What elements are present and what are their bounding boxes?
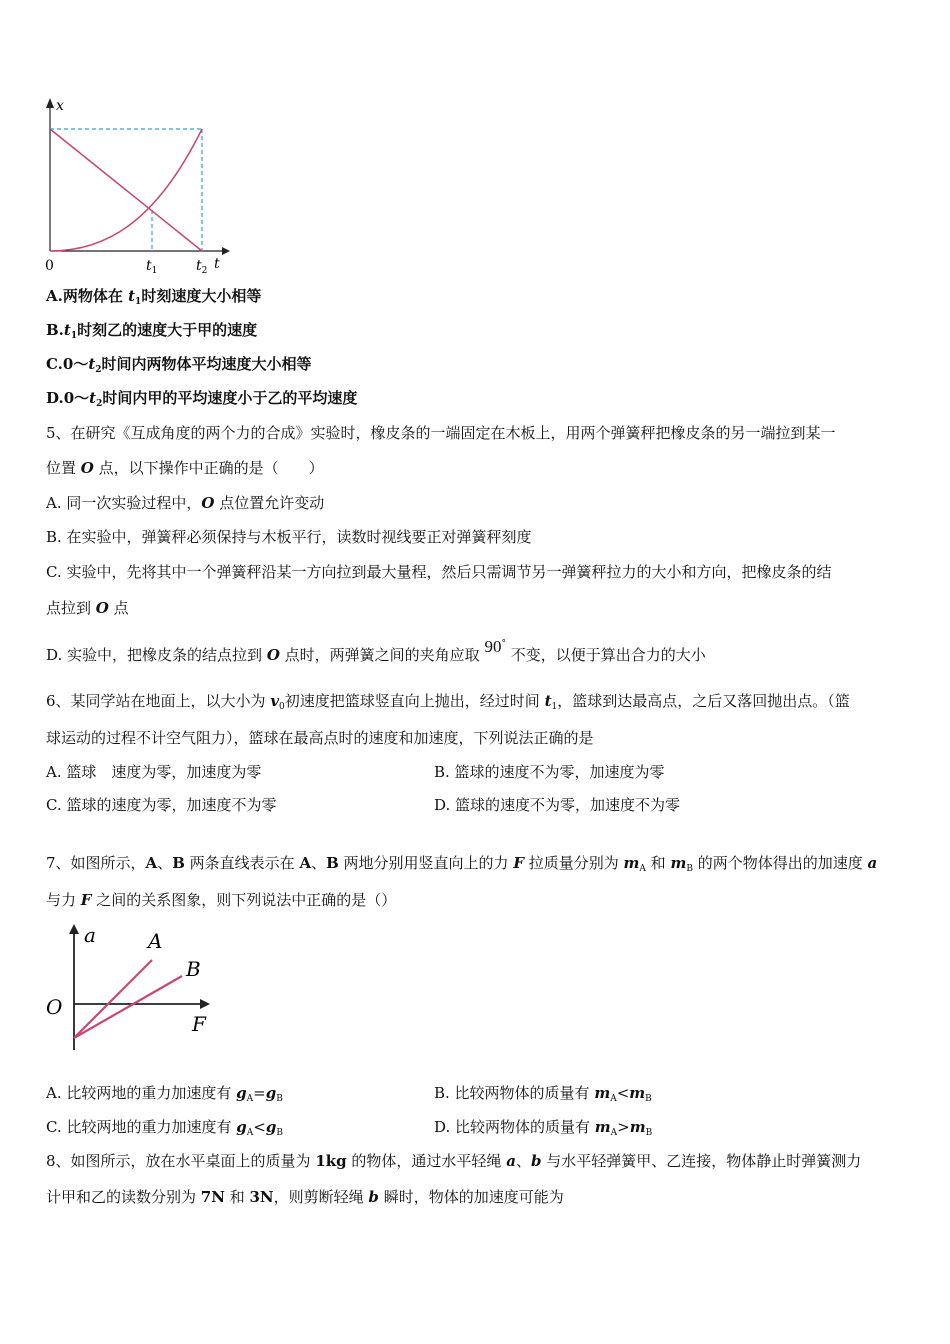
aF-graph: [40, 920, 230, 1060]
line-jia: [50, 129, 202, 251]
q4-option-b: $B.t_1$时刻乙的速度大于甲的速度: [46, 321, 258, 341]
a-axis-label: a: [84, 923, 96, 947]
q7-option-b: B. 比较两物体的质量有 $m_A<m_B$: [434, 1084, 652, 1104]
q5-stem-line1: 5、在研究《互成角度的两个力的合成》实验时，橡皮条的一端固定在木板上，用两个弹簧秤把橡皮条的另一端拉到某一: [46, 424, 836, 442]
origin-label: 0: [45, 258, 54, 274]
q5-option-d: D. 实验中，把橡皮条的结点拉到 O 点时，两弹簧之间的夹角应取 90° 不变，以便于算出合力的大小: [46, 637, 706, 664]
F-axis-label: F: [192, 1012, 206, 1036]
q4-option-d: $D.0\sim t_2$时间内甲的平均速度小于乙的平均速度: [46, 389, 358, 409]
q6-option-a: A. 篮球 速度为零，加速度为零: [46, 763, 262, 781]
origin-O-label: O: [46, 995, 63, 1019]
q7-option-a: A. 比较两地的重力加速度有 $g_A=g_B$: [46, 1084, 283, 1104]
q5-option-a: A. 同一次实验过程中，O 点位置允许变动: [46, 494, 325, 512]
q5-option-c-line1: C. 实验中，先将其中一个弹簧秤沿某一方向拉到最大量程，然后只需调节另一弹簧秤拉力的大小和方向，把橡皮条的结: [46, 563, 832, 581]
q8-stem-line1: 8、如图所示，放在水平桌面上的质量为 1kg 的物体，通过水平轻绳 a、b 与水平轻弹簧甲、乙连接，物体静止时弹簧测力: [46, 1152, 862, 1170]
q5-option-c-line2: 点拉到 O 点: [46, 599, 129, 617]
q6-stem-line2: 球运动的过程不计空气阻力），篮球在最高点时的速度和加速度，下列说法正确的是: [46, 729, 594, 747]
q6-option-b: B. 篮球的速度不为零，加速度为零: [434, 763, 665, 781]
line-B-label: B: [186, 957, 201, 981]
t1-label: $t_1$: [146, 258, 158, 276]
q5-option-b: B. 在实验中，弹簧秤必须保持与木板平行，读数时视线要正对弹簧秤刻度: [46, 528, 532, 546]
q7-stem-line1: 7、如图所示，A、B 两条直线表示在 A、B 两地分别用竖直向上的力 F 拉质量分别为 $m_A$ 和 $m_B$ 的两个物体得出的加速度 a: [46, 854, 878, 874]
y-axis-label: x: [56, 98, 64, 114]
t-axis-label: t: [214, 256, 220, 272]
xt-graph: [36, 92, 236, 278]
q7-option-d: D. 比较两物体的质量有 $m_A>m_B$: [434, 1118, 653, 1138]
q5-stem-line2: 位置 O 点，以下操作中正确的是（ ）: [46, 459, 324, 477]
q7-option-c: C. 比较两地的重力加速度有 $g_A<g_B$: [46, 1118, 283, 1138]
q6-option-d: D. 篮球的速度不为零，加速度不为零: [434, 796, 681, 814]
q4-option-c: $C.0\sim t_2$时间内两物体平均速度大小相等: [46, 355, 312, 375]
t2-label: $t_2$: [196, 258, 208, 276]
q4-option-a: A.两物体在 $t_1$时刻速度大小相等: [46, 287, 262, 307]
line-A-label: A: [148, 929, 163, 953]
F-axis-arrow: [200, 999, 210, 1009]
q6-stem-line1: 6、某同学站在地面上，以大小为 $v_0$初速度把篮球竖直向上抛出，经过时间 $t_1$，篮球到达最高点，之后又落回抛出点。（篮: [46, 692, 850, 712]
y-axis-arrow: [46, 98, 54, 108]
a-axis-arrow: [69, 924, 79, 934]
q6-option-c: C. 篮球的速度为零，加速度不为零: [46, 796, 277, 814]
q8-stem-line2: 计甲和乙的读数分别为 7N 和 3N，则剪断轻绳 b 瞬时，物体的加速度可能为: [46, 1188, 564, 1206]
q7-stem-line2: 与力 F 之间的关系图象，则下列说法中正确的是（）: [46, 891, 397, 909]
x-axis-arrow: [222, 247, 230, 255]
